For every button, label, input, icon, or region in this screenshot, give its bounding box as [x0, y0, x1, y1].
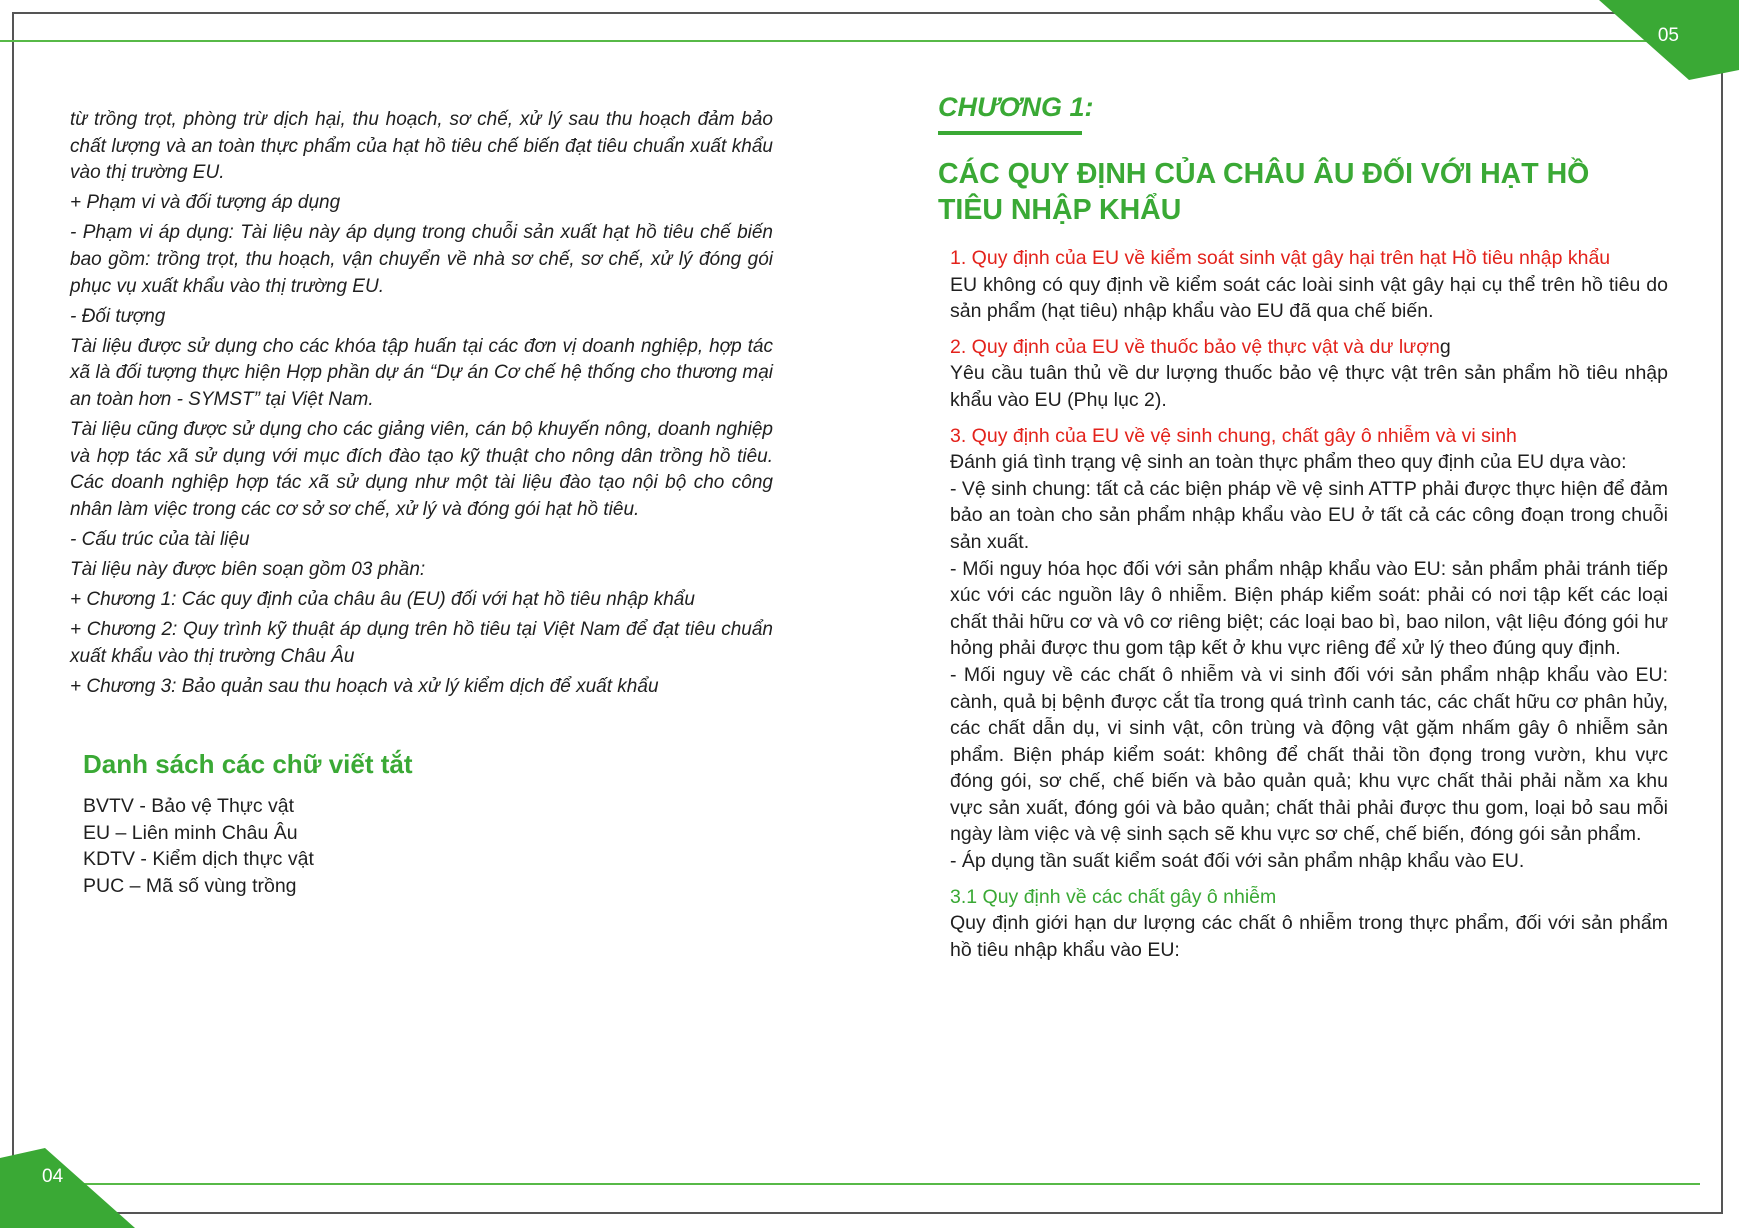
left-paragraph: - Đối tượng: [70, 305, 166, 327]
left-paragraph: từ trồng trọt, phòng trừ dịch hại, thu hoạch, sơ chế, xử lý sau thu hoạch đảm bảo chất lượng và an toàn thực phẩm của hạt hồ tiêu chế biến đạt tiêu chuẩn xuất khẩu vào thị trường EU.: [70, 109, 773, 184]
section-line: Yêu cầu tuân thủ về dư lượng thuốc bảo vệ thực vật trên sản phẩm hồ tiêu nhập khẩu vào EU (Phụ lục 2).: [950, 362, 1668, 411]
section-3-1: [950, 884, 1668, 964]
section-3: [950, 423, 1668, 875]
left-paragraph: - Cấu trúc của tài liệu: [70, 528, 250, 550]
section-heading: 1. Quy định của EU về kiểm soát sinh vật gây hại trên hạt Hồ tiêu nhập khẩu: [950, 247, 1611, 269]
abbreviation-item: EU – Liên minh Châu Âu: [83, 821, 298, 844]
left-paragraph: Tài liệu này được biên soạn gồm 03 phần:: [70, 559, 426, 580]
corner-tab-bottom-left: [0, 1148, 135, 1228]
left-paragraph: + Chương 1: Các quy định của châu âu (EU) đối với hạt hồ tiêu nhập khẩu: [70, 589, 695, 611]
left-paragraph: Tài liệu được sử dụng cho các khóa tập huấn tại các đơn vị doanh nghiệp, hợp tác xã là đối tượng thực hiện Hợp phần dự án “Dự án Cơ chế hệ thống cho thương mại an toàn hơn - SYMST” tại Việt Nam.: [70, 335, 773, 410]
page-number-left: 04: [42, 1166, 64, 1187]
left-paragraph: + Chương 2: Quy trình kỹ thuật áp dụng trên hồ tiêu tại Việt Nam để đạt tiêu chuẩn xuất khẩu vào thị trường Châu Âu: [70, 619, 773, 667]
abbreviations-list: [83, 793, 314, 899]
left-paragraph: + Phạm vi và đối tượng áp dụng: [70, 192, 341, 214]
section-1: [950, 245, 1668, 325]
section-line: Quy định giới hạn dư lượng các chất ô nhiễm trong thực phẩm, đối với sản phẩm hồ tiêu nhập khẩu vào EU:: [950, 912, 1668, 961]
chapter-label: CHƯƠNG 1:: [938, 92, 1094, 122]
left-paragraph: Tài liệu cũng được sử dụng cho các giảng viên, cán bộ khuyến nông, doanh nghiệp và hợp tác xã sử dụng với mục đích đào tạo kỹ thuật cho nông dân trồng hồ tiêu. Các doanh nghiệp hợp tác xã sử dụng như một tài liệu đào tạo nội bộ cho công nhân làm việc trong các cơ sở sơ chế, xử lý và đóng gói hạt hồ tiêu.: [70, 419, 773, 520]
section-heading-wrap: [950, 334, 1668, 361]
section-2: [950, 334, 1668, 414]
right-column-text: [950, 245, 1668, 963]
section-line: - Áp dụng tần suất kiểm soát đối với sản phẩm nhập khẩu vào EU.: [950, 850, 1525, 873]
section-line: - Vệ sinh chung: tất cả các biện pháp về vệ sinh ATTP phải được thực hiện để đảm bảo an toàn cho sản phẩm nhập khẩu vào EU ở tất cả các công đoạn trong chuỗi sản xuất.: [950, 477, 1668, 553]
section-line: EU không có quy định về kiểm soát các loài sinh vật gây hại cụ thể trên hồ tiêu do sản phẩm (hạt tiêu) nhập khẩu vào EU đã qua chế biến.: [950, 273, 1668, 323]
chapter-underline: [938, 131, 1082, 135]
top-rule: [0, 40, 1680, 42]
section-line: - Mối nguy về các chất ô nhiễm và vi sinh đối với sản phẩm nhập khẩu vào EU: cành, quả bị bệnh được cắt tỉa trong quá trình canh tác, các chất hữu cơ phân hủy, các chất dẫn dụ, vi sinh vật, côn trùng và động vật gặm nhấm gây ô nhiễm sản phẩm. Biện pháp kiểm soát: không để chất thải tồn đọng trong vườn, khu vực đóng gói, sơ chế, chế biến và bảo quản quả; khu vực chất thải phải nằm xa khu vực sản xuất, đóng gói và bảo quản; chất thải phải được thu gom, loại bỏ sau mỗi ngày làm việc và vệ sinh sạch sẽ khu vực sơ chế, chế biến, đóng gói sản phẩm.: [950, 663, 1668, 846]
bottom-rule: [0, 1183, 1700, 1185]
section-line: Đánh giá tình trạng vệ sinh an toàn thực phẩm theo quy định của EU dựa vào:: [950, 451, 1627, 474]
page-number-right: 05: [1657, 25, 1679, 46]
section-heading: 3. Quy định của EU về vệ sinh chung, chất gây ô nhiễm và vi sinh: [950, 424, 1517, 447]
chapter-title: CÁC QUY ĐỊNH CỦA CHÂU ÂU ĐỐI VỚI HẠT HỒ TIÊU NHẬP KHẨU: [938, 158, 1590, 226]
section-heading: 3.1 Quy định về các chất gây ô nhiễm: [950, 885, 1277, 908]
left-column-text: [70, 107, 773, 704]
abbreviation-item: PUC – Mã số vùng trồng: [83, 874, 297, 897]
section-heading: 2. Quy định của EU về thuốc bảo vệ thực vật và dư lượn: [950, 335, 1440, 358]
section-line: - Mối nguy hóa học đối với sản phẩm nhập khẩu vào EU: sản phẩm phải tránh tiếp xúc với các nguồn lây ô nhiễm. Biện pháp kiểm soát: phải có nơi tập kết các loại chất thải hữu cơ và vô cơ riêng biệt; các loại bao bì, bao nilon, vật liệu đóng gói hư hỏng phải được thu gom tập kết ở khu vực riêng để xử lý theo đúng quy định.: [950, 557, 1668, 660]
abbreviations-title: Danh sách các chữ viết tắt: [83, 749, 413, 779]
left-paragraph: + Chương 3: Bảo quản sau thu hoạch và xử lý kiểm dịch để xuất khẩu: [70, 675, 659, 697]
abbreviation-item: KDTV - Kiểm dịch thực vật: [83, 848, 314, 871]
section-heading-tail: g: [1439, 335, 1451, 358]
abbreviation-item: BVTV - Bảo vệ Thực vật: [83, 795, 295, 817]
left-paragraph: - Phạm vi áp dụng: Tài liệu này áp dụng trong chuỗi sản xuất hạt hồ tiêu chế biến bao gồm: trồng trọt, thu hoạch, vận chuyển về nhà sơ chế, sơ chế, xử lý đóng gói phục vụ xuất khẩu vào thị trường EU.: [70, 222, 773, 297]
